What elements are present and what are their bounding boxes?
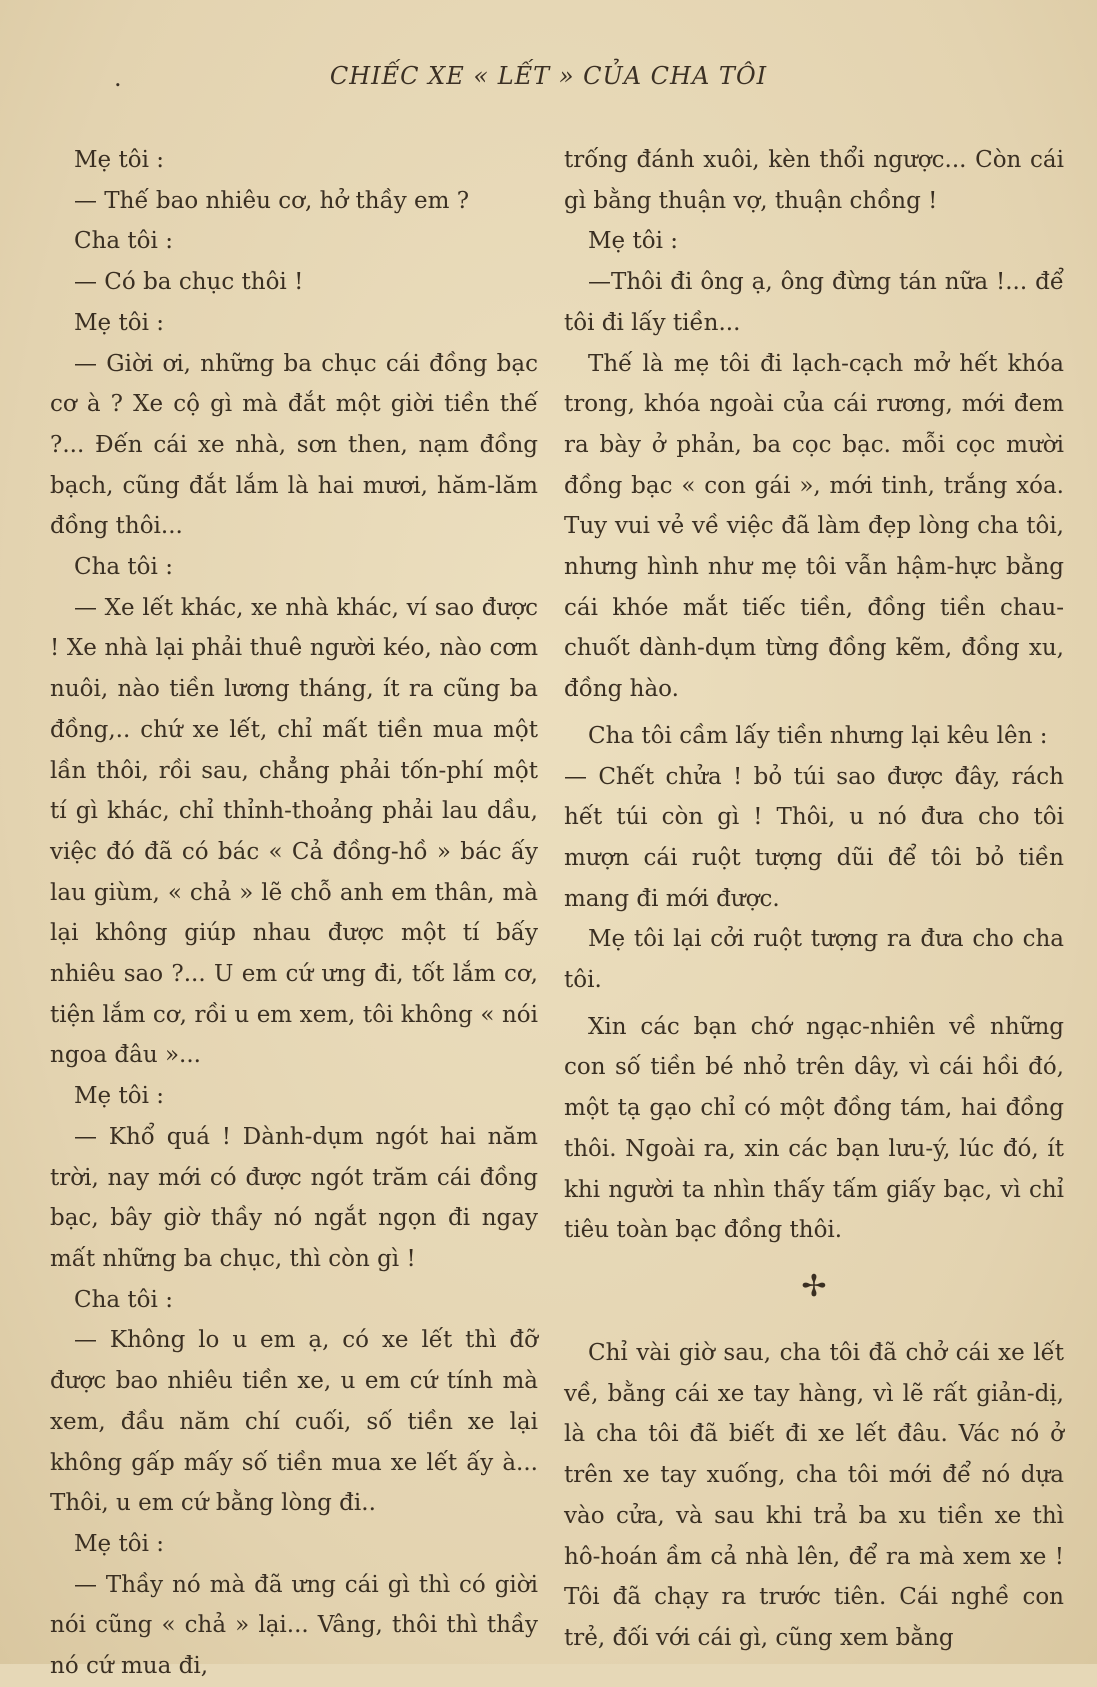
left-paragraph: — Có ba chục thôi !	[74, 269, 304, 296]
right-paragraph: trống đánh xuôi, kèn thổi ngược... Còn cái gì bằng thuận vợ, thuận chồng !	[564, 147, 1064, 214]
right-column	[564, 140, 1064, 1659]
page-title: CHIẾC XE « LẾT » CỦA CHA TÔI	[329, 62, 768, 90]
left-paragraph: — Thế bao nhiêu cơ, hở thầy em ?	[74, 187, 470, 214]
right-paragraph: — Chết chửa ! bỏ túi sao được đây, rách hết túi còn gì ! Thôi, u nó đưa cho tôi mượn cái ruột tượng dũi để tôi bỏ tiền mang đi mới được.	[564, 763, 1064, 912]
right-paragraph: Cha tôi cầm lấy tiền nhưng lại kêu lên :	[588, 722, 1048, 749]
header-dot: .	[114, 64, 123, 92]
left-column	[50, 140, 538, 1687]
left-paragraph: Mẹ tôi :	[74, 1530, 164, 1557]
left-paragraph: — Giời ơi, những ba chục cái đồng bạc cơ à ? Xe cộ gì mà đắt một giời tiền thế ?... Đến cái xe nhà, sơn then, nạm đồng bạch, cũng đắt lắm là hai mươi, hăm-lăm đồng thôi...	[50, 350, 538, 540]
right-paragraph: Mẹ tôi lại cởi ruột tượng ra đưa cho cha tôi.	[564, 926, 1064, 994]
left-paragraph: Cha tôi :	[74, 1286, 173, 1313]
right-paragraph: Xin các bạn chớ ngạc-nhiên về những con số tiền bé nhỏ trên dây, vì cái hồi đó, một tạ gạo chỉ có một đồng tám, hai đồng thôi. Ngoài ra, xin các bạn lưu-ý, lúc đó, ít khi người ta nhìn thấy tấm giấy bạc, vì chỉ tiêu toàn bạc đồng thôi.	[564, 1013, 1064, 1244]
section-divider-ornament: ✢	[801, 1268, 827, 1304]
left-paragraph: — Khổ quá ! Dành-dụm ngót hai năm trời, nay mới có được ngót trăm cái đồng bạc, bây giờ thầy nó ngắt ngọn đi ngay mất những ba chục, thì còn gì !	[50, 1123, 538, 1272]
left-paragraph: Cha tôi :	[74, 554, 173, 581]
right-paragraph: Thế là mẹ tôi đi lạch-cạch mở hết khóa trong, khóa ngoài của cái rương, mới đem ra bày ở phản, ba cọc bạc. mỗi cọc mười đồng bạc « con gái », mới tinh, trắng xóa. Tuy vui vẻ về việc đã làm đẹp lòng cha tôi, nhưng hình như mẹ tôi vẫn hậm-hực bằng cái khóe mắt tiếc tiền, đồng tiền chau-chuốt dành-dụm từng đồng kẽm, đồng xu, đồng hào.	[564, 350, 1064, 703]
left-paragraph: Mẹ tôi :	[74, 1083, 164, 1110]
left-paragraph: — Thầy nó mà đã ưng cái gì thì có giời nói cũng « chả » lại... Vâng, thôi thì thầy nó cứ mua đi,	[50, 1571, 538, 1680]
left-paragraph: Cha tôi :	[74, 228, 173, 255]
left-paragraph: — Xe lết khác, xe nhà khác, ví sao được ! Xe nhà lại phải thuê người kéo, nào cơm nuôi, nào tiền lương tháng, ít ra cũng ba đồng,.. chứ xe lết, chỉ mất tiền mua một lần thôi, rồi sau, chẳng phải tốn-phí một tí gì khác, chỉ thỉnh-thoảng phải lau dầu, việc đó đã có bác « Cả đồng-hồ » bác ấy lau giùm, « chả » lẽ chỗ anh em thân, mà lại không giúp nhau được một tí bấy nhiêu sao ?... U em cứ ưng đi, tốt lắm cơ, tiện lắm cơ, rồi u em xem, tôi không « nói ngoa đâu »...	[50, 594, 538, 1069]
left-paragraph: Mẹ tôi :	[74, 147, 164, 173]
running-header	[0, 62, 1097, 90]
right-paragraph: Mẹ tôi :	[588, 228, 678, 255]
right-paragraph: —Thôi đi ông ạ, ông đừng tán nữa !... để tôi đi lấy tiền...	[564, 269, 1064, 336]
right-paragraph: Chỉ vài giờ sau, cha tôi đã chở cái xe lết về, bằng cái xe tay hàng, vì lẽ rất giản-dị, là cha tôi đã biết đi xe lết đâu. Vác nó ở trên xe tay xuống, cha tôi mới để nó dựa vào cửa, và sau khi trả ba xu tiền xe thì hô-hoán ầm cả nhà lên, để ra mà xem xe ! Tôi đã chạy ra trước tiên. Cái nghề con trẻ, đối với cái gì, cũng xem bằng	[564, 1339, 1064, 1651]
left-paragraph: — Không lo u em ạ, có xe lết thì đỡ được bao nhiêu tiền xe, u em cứ tính mà xem, đầu năm chí cuối, số tiền xe lại không gấp mấy số tiền mua xe lết ấy à... Thôi, u em cứ bằng lòng đi..	[50, 1327, 538, 1517]
left-paragraph: Mẹ tôi :	[74, 309, 164, 336]
